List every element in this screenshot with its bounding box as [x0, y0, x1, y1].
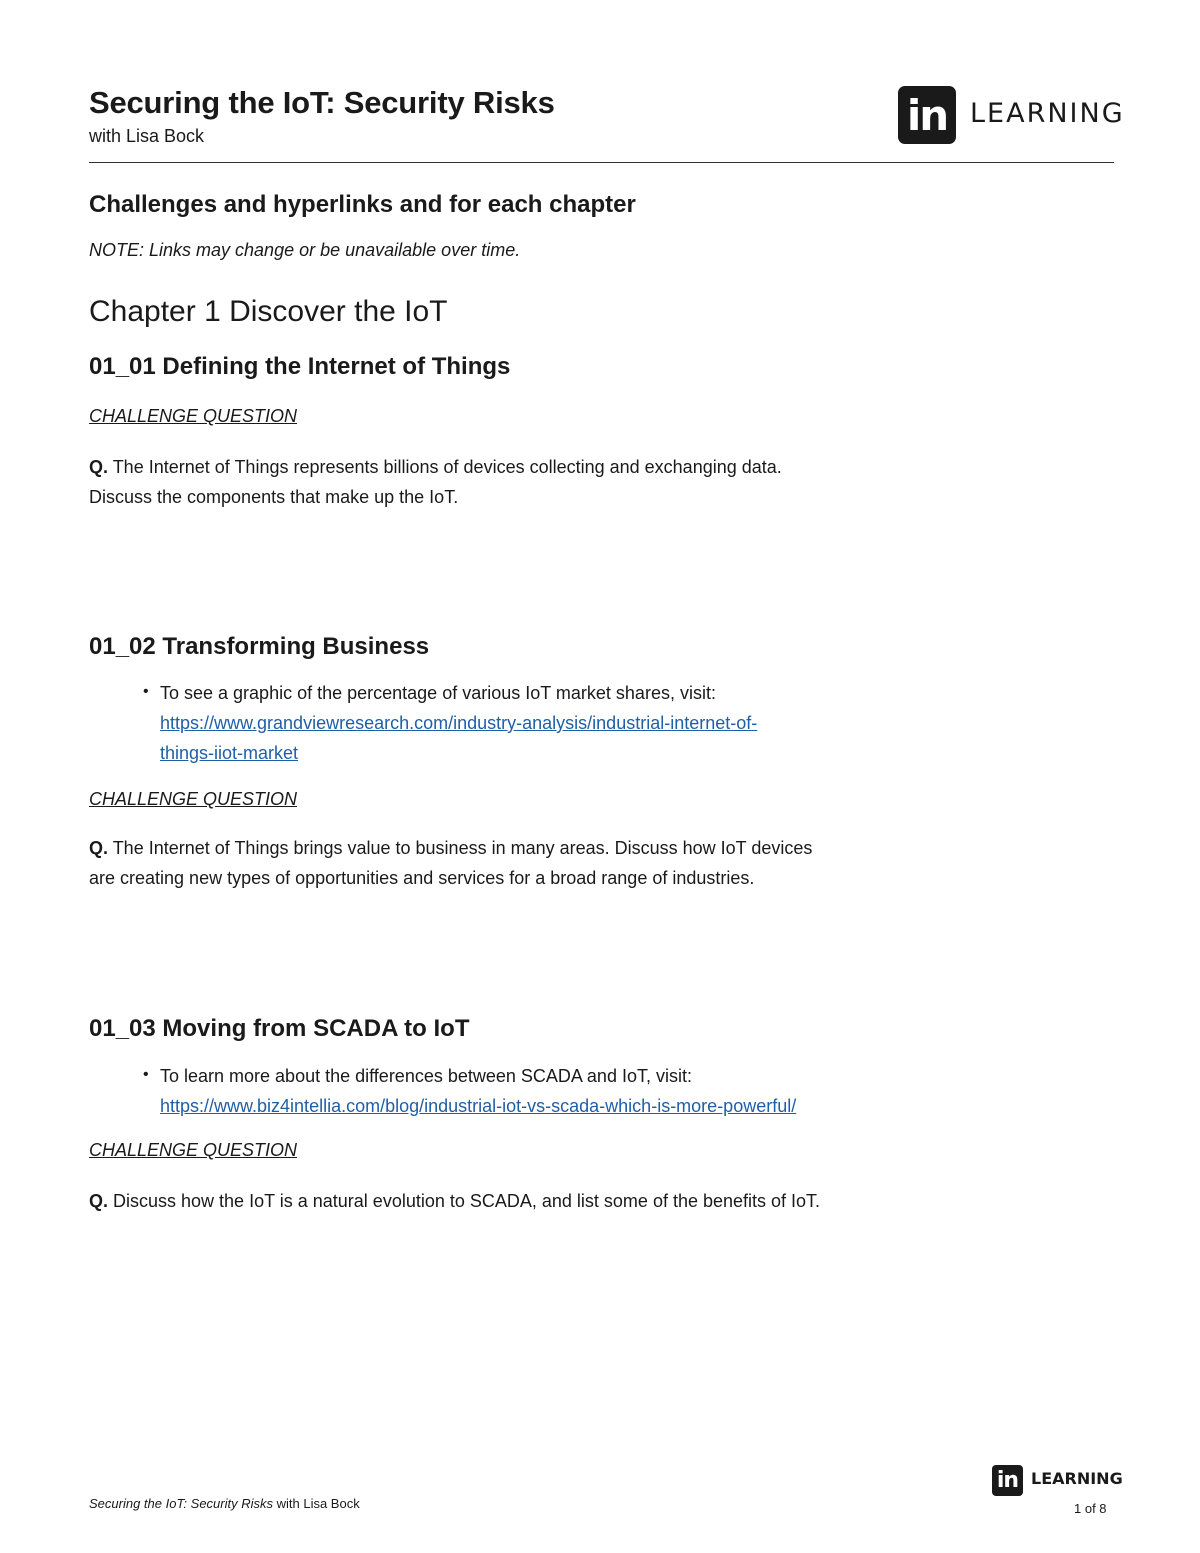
bullet-text: To see a graphic of the percentage of various IoT market shares, visit: [160, 683, 716, 703]
grandviewresearch-link-continued[interactable]: things-iiot-market [160, 743, 299, 763]
question-line: Discuss the components that make up the IoT. [89, 487, 459, 507]
section-heading: Challenges and hyperlinks and for each chapter [89, 191, 636, 218]
footer-course-credit [89, 1496, 360, 1511]
lesson-title: 01_02 Transforming Business [89, 633, 430, 660]
question-line: The Internet of Things brings value to business in many areas. Discuss how IoT devices [108, 838, 813, 858]
footer-course-title: Securing the IoT: Security Risks [89, 1496, 273, 1511]
learning-wordmark: LEARNING [970, 98, 1125, 129]
challenge-label: CHALLENGE QUESTION [89, 406, 298, 426]
chapter-title: Chapter 1 Discover the IoT [89, 295, 448, 328]
question-prefix: Q. [89, 1191, 109, 1211]
document-subtitle: with Lisa Bock [89, 126, 205, 146]
linkedin-logo-small-icon: in [992, 1465, 1023, 1496]
bullet-item [160, 678, 757, 768]
challenge-question [89, 833, 812, 893]
question-prefix: Q. [89, 457, 109, 477]
header-divider [89, 162, 1114, 163]
lesson-title: 01_01 Defining the Internet of Things [89, 353, 511, 380]
footer-learning-wordmark: LEARNING [1031, 1469, 1123, 1488]
challenge-label: CHALLENGE QUESTION [89, 789, 298, 809]
bullet-icon: • [143, 1066, 149, 1083]
linkedin-logo-icon: in [898, 86, 956, 144]
document-title: Securing the IoT: Security Risks [89, 85, 555, 120]
question-prefix: Q. [89, 838, 109, 858]
question-line: are creating new types of opportunities and services for a broad range of industries. [89, 868, 755, 888]
bullet-text: To learn more about the differences between SCADA and IoT, visit: [160, 1066, 692, 1086]
challenge-label: CHALLENGE QUESTION [89, 1140, 298, 1160]
challenge-question [89, 452, 782, 512]
note-text: NOTE: Links may change or be unavailable over time. [89, 240, 521, 260]
lesson-title: 01_03 Moving from SCADA to IoT [89, 1015, 470, 1042]
bullet-icon: • [143, 683, 149, 700]
question-line: The Internet of Things represents billions of devices collecting and exchanging data. [108, 457, 782, 477]
biz4intellia-link[interactable]: https://www.biz4intellia.com/blog/industrial-iot-vs-scada-which-is-more-powerful/ [160, 1096, 797, 1116]
grandviewresearch-link[interactable]: https://www.grandviewresearch.com/industry-analysis/industrial-internet-of- [160, 713, 758, 733]
page-number: 1 of 8 [1074, 1501, 1107, 1516]
footer-author: with Lisa Bock [273, 1496, 360, 1511]
question-line: Discuss how the IoT is a natural evolution to SCADA, and list some of the benefits of IoT. [108, 1191, 821, 1211]
bullet-item [160, 1061, 796, 1121]
challenge-question [89, 1186, 820, 1216]
